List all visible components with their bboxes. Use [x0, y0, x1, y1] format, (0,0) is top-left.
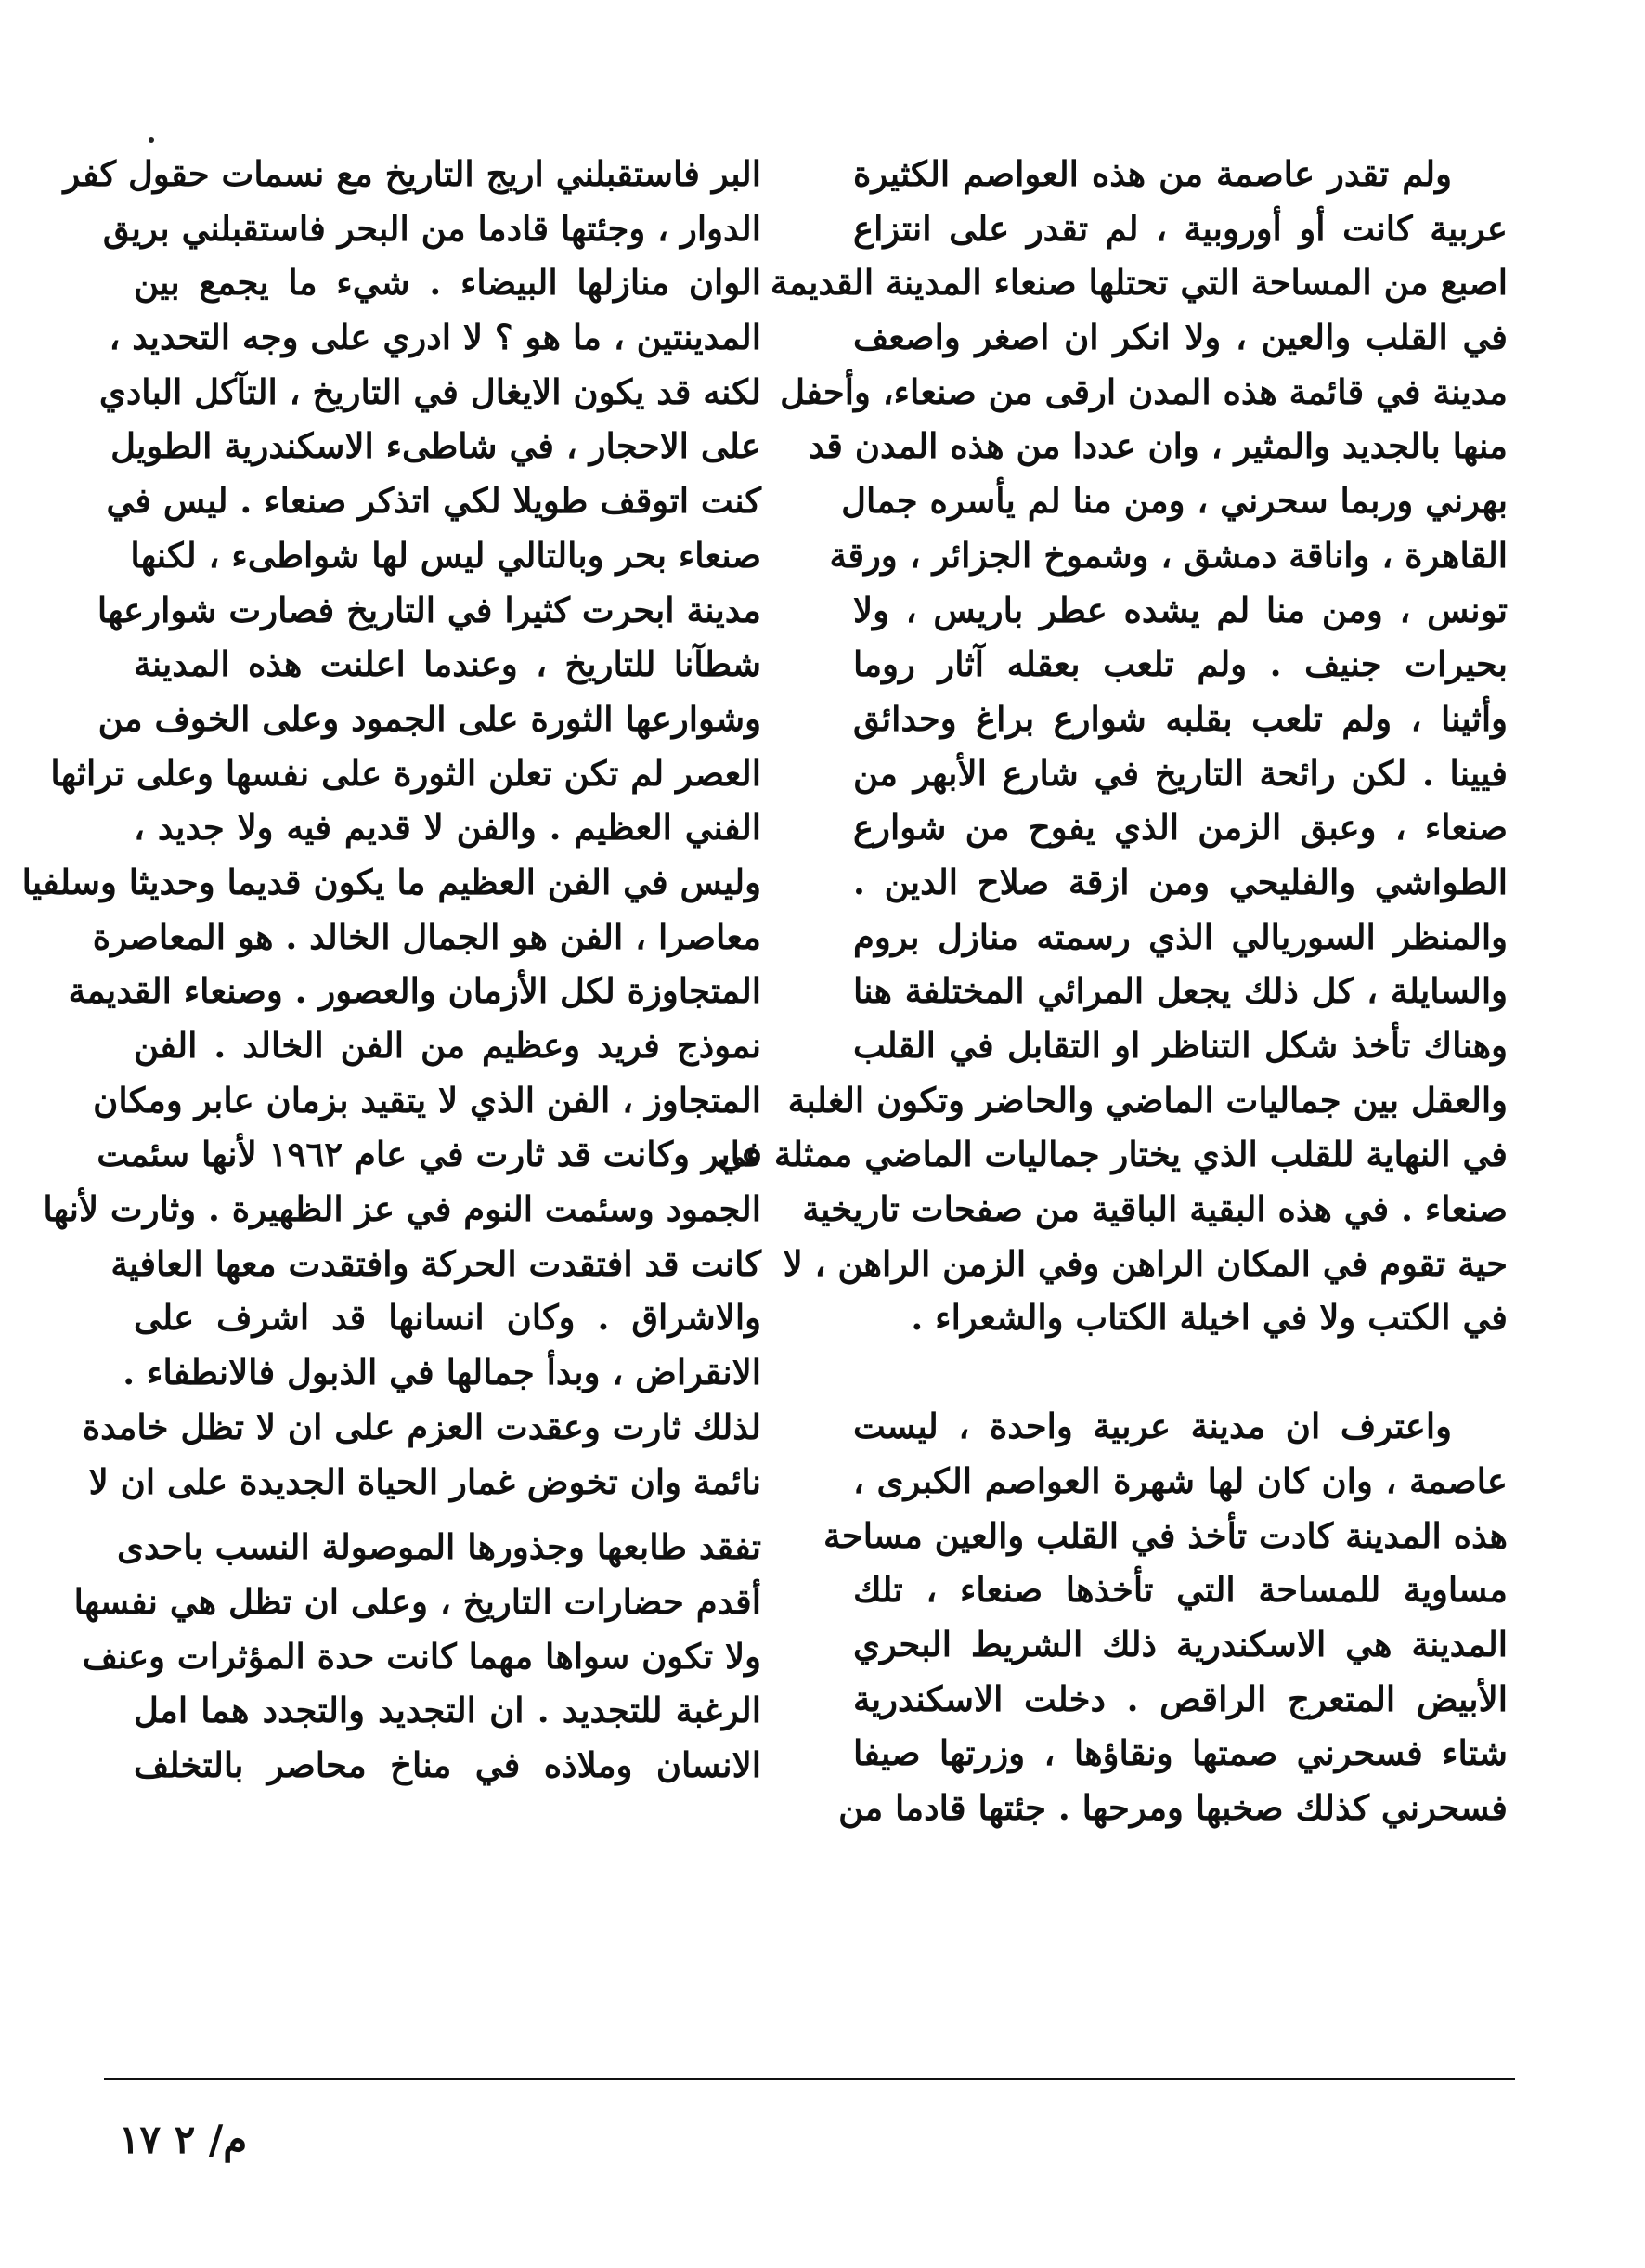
text-line: الرغبة للتجديد . ان التجديد والتجدد هما امل: [134, 1690, 761, 1731]
text-line: المتجاوزة لكل الأزمان والعصور . وصنعاء القديمة: [68, 970, 761, 1012]
text-line: عاصمة ، وان كان لها شهرة العواصم الكبرى ،: [853, 1459, 1508, 1501]
text-line: عابر وكانت قد ثارت في عام ١٩٦٢ لأنها سئمت: [97, 1134, 761, 1175]
text-line: مدينة ابحرت كثيرا في التاريخ فصارت شوارعها: [97, 589, 761, 630]
text-line: حية تقوم في المكان الراهن وفي الزمن الراهن ، لا: [783, 1242, 1508, 1284]
scan-speck: [149, 137, 154, 143]
text-line: مساوية للمساحة التي تأخذها صنعاء ، تلك: [853, 1569, 1508, 1611]
text-column-left: [21, 147, 761, 1793]
text-line: المدينتين ، ما هو ؟ لا ادري على وجه التحديد ،: [109, 317, 761, 358]
text-line: كانت قد افتقدت الحركة وافتقدت معها العافية: [110, 1242, 761, 1284]
text-line: القاهرة ، واناقة دمشق ، وشموخ الجزائر ، ورقة: [829, 534, 1508, 576]
text-line: كنت اتوقف طويلا لكي اتذكر صنعاء . ليس في: [106, 480, 761, 522]
text-line: شتاء فسحرني صمتها ونقاؤها ، وزرتها صيفا: [853, 1732, 1508, 1774]
text-line: العصر لم تكن تعلن الثورة على نفسها وعلى تراثها: [50, 752, 761, 794]
text-line: شطآنا للتاريخ ، وعندما اعلنت هذه المدينة: [134, 643, 761, 685]
text-line: اصبع من المساحة التي تحتلها صنعاء المدينة القديمة: [770, 262, 1508, 304]
text-line: مدينة في قائمة هذه المدن ارقى من صنعاء، وأحفل: [780, 370, 1508, 412]
text-line: صنعاء . في هذه البقية الباقية من صفحات تاريخية: [802, 1188, 1508, 1230]
text-line: المدينة هي الاسكندرية ذلك الشريط البحري: [853, 1623, 1508, 1665]
text-line: الانقراض ، وبدأ جمالها في الذبول فالانطفاء .: [123, 1352, 761, 1393]
text-line: الدوار ، وجئتها قادما من البحر فاستقبلني بريق: [102, 207, 761, 249]
text-line: وهناك تأخذ شكل التناظر او التقابل في القلب: [853, 1025, 1508, 1066]
text-line: في القلب والعين ، ولا انكر ان اصغر واصعف: [853, 317, 1508, 358]
text-line: نموذج فريد وعظيم من الفن الخالد . الفن: [134, 1025, 761, 1066]
text-line: هذه المدينة كادت تأخذ في القلب والعين مساحة: [822, 1514, 1508, 1556]
text-line: منها بالجديد والمثير ، وان عددا من هذه المدن قد: [808, 425, 1508, 467]
text-line: أقدم حضارات التاريخ ، وعلى ان تظل هي نفسها: [73, 1580, 761, 1622]
text-line: ولم تقدر عاصمة من هذه العواصم الكثيرة: [853, 153, 1452, 194]
text-line: والمنظر السوريالي الذي رسمته منازل بروم: [853, 915, 1508, 957]
paragraph: [717, 147, 1508, 1345]
text-line: صنعاء بحر وبالتالي ليس لها شواطىء ، لكنها: [130, 534, 761, 576]
text-line: على الاحجار ، في شاطىء الاسكندرية الطويل: [110, 425, 761, 467]
text-line: صنعاء ، وعبق الزمن الذي يفوح من شوارع: [853, 807, 1508, 849]
text-line: بهرني وربما سحرني ، ومن منا لم يأسره جمال: [841, 480, 1508, 522]
paragraph: [822, 1399, 1508, 1835]
text-line: معاصرا ، الفن هو الجمال الخالد . هو المعاصرة: [92, 915, 761, 957]
text-line: وأثينا ، ولم تلعب بقلبه شوارع براغ وحدائق: [853, 697, 1508, 739]
text-line: نائمة وان تخوض غمار الحياة الجديدة على ان لا: [88, 1460, 761, 1502]
text-line: المتجاوز ، الفن الذي لا يتقيد بزمان عابر ومكان: [93, 1079, 761, 1121]
paragraph: [73, 1520, 761, 1792]
text-line: الطواشي والفليحي ومن ازقة صلاح الدين .: [853, 861, 1508, 902]
paragraph-gap: [134, 1509, 761, 1520]
footer-rule: [104, 2078, 1515, 2080]
text-line: فسحرني كذلك صخبها ومرحها . جئتها قادما من: [838, 1786, 1508, 1828]
text-line: الأبيض المتعرج الراقص . دخلت الاسكندرية: [853, 1678, 1508, 1719]
text-line: والعقل بين جماليات الماضي والحاضر وتكون الغلبة: [787, 1079, 1508, 1121]
text-line: الجمود وسئمت النوم في عز الظهيرة . وثارت لأنها: [43, 1188, 761, 1230]
text-line: والسايلة ، كل ذلك يجعل المرائي المختلفة هنا: [853, 970, 1508, 1012]
text-line: عربية كانت أو أوروبية ، لم تقدر على انتزاع: [853, 207, 1508, 249]
text-line: واعترف ان مدينة عربية واحدة ، ليست: [853, 1406, 1452, 1447]
text-column-right: [717, 147, 1508, 1835]
text-line: في النهاية للقلب الذي يختار جماليات الماضي ممثلة في: [717, 1134, 1508, 1175]
text-line: في الكتب ولا في اخيلة الكتاب والشعراء .: [911, 1297, 1508, 1339]
text-line: لكنه قد يكون الايغال في التاريخ ، التآكل البادي: [98, 370, 761, 412]
text-line: ولا تكون سواها مهما كانت حدة المؤثرات وعنف: [82, 1635, 761, 1677]
text-line: والاشراق . وكان انسانها قد اشرف على: [134, 1297, 761, 1339]
text-line: الوان منازلها البيضاء . شيء ما يجمع بين: [134, 262, 761, 304]
text-line: الفني العظيم . والفن لا قديم فيه ولا جديد ،: [134, 807, 761, 849]
text-line: فيينا . لكن رائحة التاريخ في شارع الأبهر من: [853, 752, 1508, 794]
page-folio: م/ ٢ ١٧: [119, 2117, 248, 2162]
text-line: بحيرات جنيف . ولم تلعب بعقله آثار روما: [853, 643, 1508, 685]
text-line: تفقد طابعها وجذورها الموصولة النسب باحدى: [116, 1526, 761, 1568]
paragraph-gap: [853, 1345, 1508, 1399]
text-line: تونس ، ومن منا لم يشده عطر باريس ، ولا: [853, 589, 1508, 630]
text-line: وليس في الفن العظيم ما يكون قديما وحديثا وسلفيا: [21, 861, 761, 902]
text-line: وشوارعها الثورة على الجمود وعلى الخوف من: [97, 697, 761, 739]
text-line: الانسان وملاذه في مناخ محاصر بالتخلف: [134, 1743, 761, 1785]
text-line: لذلك ثارت وعقدت العزم على ان لا تظل خامدة: [82, 1406, 761, 1447]
paragraph: [21, 147, 761, 1509]
text-line: البر فاستقبلني اريج التاريخ مع نسمات حقول كفر: [63, 153, 761, 194]
